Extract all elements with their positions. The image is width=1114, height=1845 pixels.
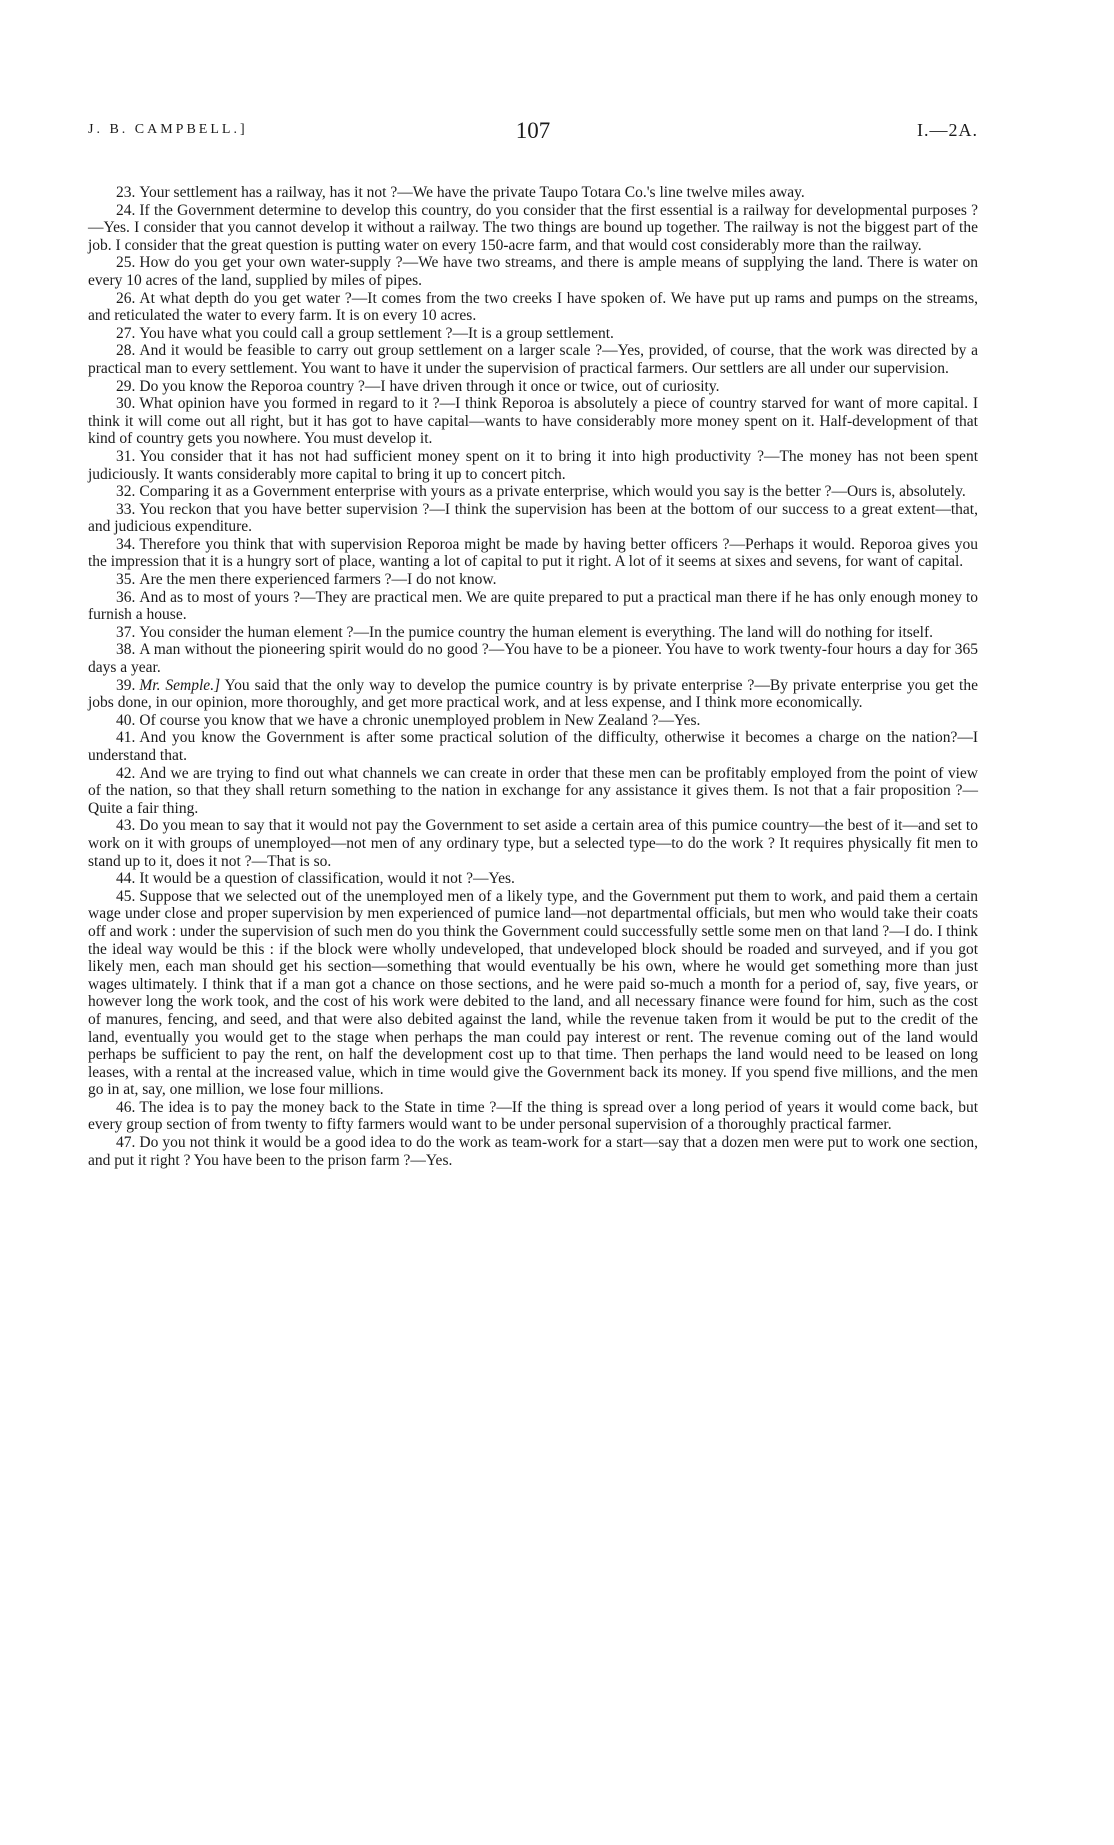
question-paragraph bbox=[88, 870, 978, 888]
question-text: Are the men there experienced farmers ?—I do not know. bbox=[139, 571, 497, 589]
question-paragraph bbox=[88, 624, 978, 642]
question-number: 39. bbox=[116, 676, 136, 694]
question-number: 29. bbox=[116, 377, 136, 395]
question-text: Do you know the Reporoa country ?—I have driven through it once or twice, out of curiosity. bbox=[139, 377, 720, 395]
question-text: Your settlement has a railway, has it not ?—We have the private Taupo Totara Co.'s line twelve miles away. bbox=[139, 184, 805, 201]
running-header bbox=[88, 118, 978, 152]
question-text: Suppose that we selected out of the unemployed men of a likely type, and the Government put them to work, and paid them a certain wage under close and proper supervision by men experienced of pumice land—not departmental officials, but men who would take their coats off and work : under the supervision of such men do you think the Government could successfully settle some men on that land ?—I do. I think the ideal way would be this : if the block were wholly undeveloped, that undeveloped block should be roaded and surveyed, and if you got likely men, each man should get his section—something that would eventually be his own, where he would get something more than just wages ultimately. I think that if a man got a chance on those sections, and he were paid so-much a month for a period of, say, five years, or however long the work took, and the cost of his work were debited to the land, and all necessary finance were found for him, such as the cost of manures, fencing, and seed, and that were also debited against the land, while the revenue taken from it would be put to the credit of the land, eventually you would get to the stage when perhaps the man could pay interest or rent. The revenue coming out of the land would perhaps be sufficient to pay the rent, on half the development cost up to that time. Then perhaps the land would need to be leased on long leases, with a rental at the increased value, which in time would give the Government back its money. If you spend five millions, and the men go in at, say, one million, we lose four millions. bbox=[88, 887, 978, 1099]
witness-name: J. B. CAMPBELL.] bbox=[88, 122, 248, 137]
question-text: You consider that it has not had sufficient money spent on it to bring it into high productivity ?—The money has not been spent judiciously. It wants considerably more capital to bring it up to concert pitch. bbox=[88, 447, 978, 483]
page-number: 107 bbox=[515, 118, 551, 143]
question-paragraph bbox=[88, 1099, 978, 1134]
question-paragraph bbox=[88, 395, 978, 448]
question-number: 44. bbox=[116, 870, 136, 888]
question-text: The idea is to pay the money back to the State in time ?—If the thing is spread over a long period of years it would come back, but every group section of from twenty to fifty farmers would want to be under personal supervision of a thoroughly practical farmer. bbox=[88, 1098, 978, 1134]
question-text: Do you not think it would be a good idea to do the work as team-work for a start—say that a dozen men were put to work one section, and put it right ? You have been to the prison farm ?—Yes. bbox=[88, 1134, 978, 1169]
question-number: 45. bbox=[116, 887, 136, 905]
question-number: 40. bbox=[116, 711, 136, 729]
question-paragraph bbox=[88, 571, 978, 589]
question-paragraph bbox=[88, 536, 978, 571]
document-page bbox=[88, 118, 978, 1169]
question-paragraph bbox=[88, 290, 978, 325]
evidence-text bbox=[88, 184, 978, 1169]
question-number: 33. bbox=[116, 500, 136, 518]
question-text: You have what you could call a group settlement ?—It is a group settlement. bbox=[139, 324, 614, 342]
question-text: A man without the pioneering spirit would do no good ?—You have to be a pioneer. You have to work twenty-four hours a day for 365 days a year. bbox=[88, 641, 978, 677]
question-number: 47. bbox=[116, 1134, 136, 1152]
question-paragraph bbox=[88, 184, 978, 202]
question-number: 31. bbox=[116, 447, 136, 465]
question-text: And as to most of yours ?—They are practical men. We are quite prepared to put a practical man there if he has only enough money to furnish a house. bbox=[88, 588, 978, 624]
question-text: If the Government determine to develop this country, do you consider that the first essential is a railway for developmental purposes ?—Yes. I consider that you cannot develop it without a railway. The two things are bound up together. The railway is not the biggest part of the job. I consider that the great question is putting water on every 150-acre farm, and that would cost considerably more than the railway. bbox=[88, 201, 978, 254]
question-paragraph bbox=[88, 677, 978, 712]
question-paragraph bbox=[88, 325, 978, 343]
question-paragraph bbox=[88, 712, 978, 730]
question-text: And it would be feasible to carry out group settlement on a larger scale ?—Yes, provided, of course, that the work was directed by a practical man to every settlement. You want to have it under the supervision of practical farmers. Our settlers are all under our supervision. bbox=[88, 342, 978, 377]
question-paragraph bbox=[88, 589, 978, 624]
question-text: Of course you know that we have a chronic unemployed problem in New Zealand ?—Yes. bbox=[139, 711, 701, 729]
question-text: And we are trying to find out what channels we can create in order that these men can be profitably employed from the point of view of the nation, so that they shall return something to the nation in exchange for any assistance it gives them. Is not that a fair proposition ?—Quite a fair thing. bbox=[88, 764, 978, 817]
question-number: 23. bbox=[116, 184, 136, 201]
question-text: Do you mean to say that it would not pay the Government to set aside a certain area of this pumice country—the best of it—and set to work on it with groups of unemployed—not men of any ordinary type, but a selected type—to do the work ? It requires physically fit men to stand up to it, does it not ?—That is so. bbox=[88, 817, 978, 870]
question-text: Therefore you think that with supervision Reporoa might be made by having better officers ?—Perhaps it would. Reporoa gives you the impression that it is a hungry sort of place, wanting a lot of capital to put it right. A lot of it seems at sixes and sevens, for want of capital. bbox=[88, 535, 978, 571]
question-number: 30. bbox=[116, 395, 136, 413]
question-paragraph bbox=[88, 483, 978, 501]
question-paragraph bbox=[88, 641, 978, 676]
question-number: 36. bbox=[116, 588, 136, 606]
document-reference: I.—2A. bbox=[917, 120, 978, 140]
question-text: And you know the Government is after some practical solution of the difficulty, otherwise it becomes a charge on the nation?—I understand that. bbox=[88, 729, 978, 764]
question-number: 27. bbox=[116, 324, 136, 342]
question-text: You said that the only way to develop the pumice country is by private enterprise ?—By private enterprise you get the jobs done, in our opinion, more thoroughly, and get more practical work, and at less expense, and I think more economically. bbox=[88, 676, 978, 712]
question-paragraph bbox=[88, 202, 978, 255]
question-number: 46. bbox=[116, 1098, 136, 1116]
question-number: 24. bbox=[116, 201, 136, 219]
question-number: 43. bbox=[116, 817, 136, 835]
question-number: 35. bbox=[116, 571, 136, 589]
question-paragraph bbox=[88, 817, 978, 870]
question-paragraph bbox=[88, 378, 978, 396]
question-paragraph bbox=[88, 254, 978, 289]
question-paragraph bbox=[88, 448, 978, 483]
question-paragraph bbox=[88, 1134, 978, 1169]
question-number: 26. bbox=[116, 289, 136, 307]
question-number: 32. bbox=[116, 483, 136, 501]
question-paragraph bbox=[88, 729, 978, 764]
question-paragraph bbox=[88, 501, 978, 536]
question-text: At what depth do you get water ?—It comes from the two creeks I have spoken of. We have put up rams and pumps on the streams, and reticulated the water to every farm. It is on every 10 acres. bbox=[88, 289, 978, 325]
question-paragraph bbox=[88, 342, 978, 377]
question-text: What opinion have you formed in regard to it ?—I think Reporoa is absolutely a piece of country starved for want of more capital. I think it will come out all right, but it has got to have capital—wants to have considerably more money spent on it. Half-development of that kind of country gets you nowhere. You must develop it. bbox=[88, 395, 978, 448]
speaker-name: Mr. Semple.] bbox=[139, 676, 221, 694]
question-number: 38. bbox=[116, 641, 136, 659]
question-text: Comparing it as a Government enterprise with yours as a private enterprise, which would you say is the better ?—Ours is, absolutely. bbox=[139, 483, 966, 501]
question-number: 41. bbox=[116, 729, 136, 747]
question-paragraph bbox=[88, 888, 978, 1099]
question-text: You reckon that you have better supervision ?—I think the supervision has been at the bottom of our success to a great extent—that, and judicious expenditure. bbox=[88, 500, 978, 536]
question-text: You consider the human element ?—In the pumice country the human element is everything. The land will do nothing for itself. bbox=[139, 623, 934, 641]
question-paragraph bbox=[88, 765, 978, 818]
question-number: 34. bbox=[116, 535, 136, 553]
question-number: 37. bbox=[116, 623, 136, 641]
question-number: 25. bbox=[116, 254, 136, 272]
question-number: 42. bbox=[116, 764, 136, 782]
question-text: How do you get your own water-supply ?—We have two streams, and there is ample means of supplying the land. There is water on every 10 acres of the land, supplied by miles of pipes. bbox=[88, 254, 978, 289]
question-text: It would be a question of classification, would it not ?—Yes. bbox=[139, 870, 515, 888]
question-number: 28. bbox=[116, 342, 136, 360]
